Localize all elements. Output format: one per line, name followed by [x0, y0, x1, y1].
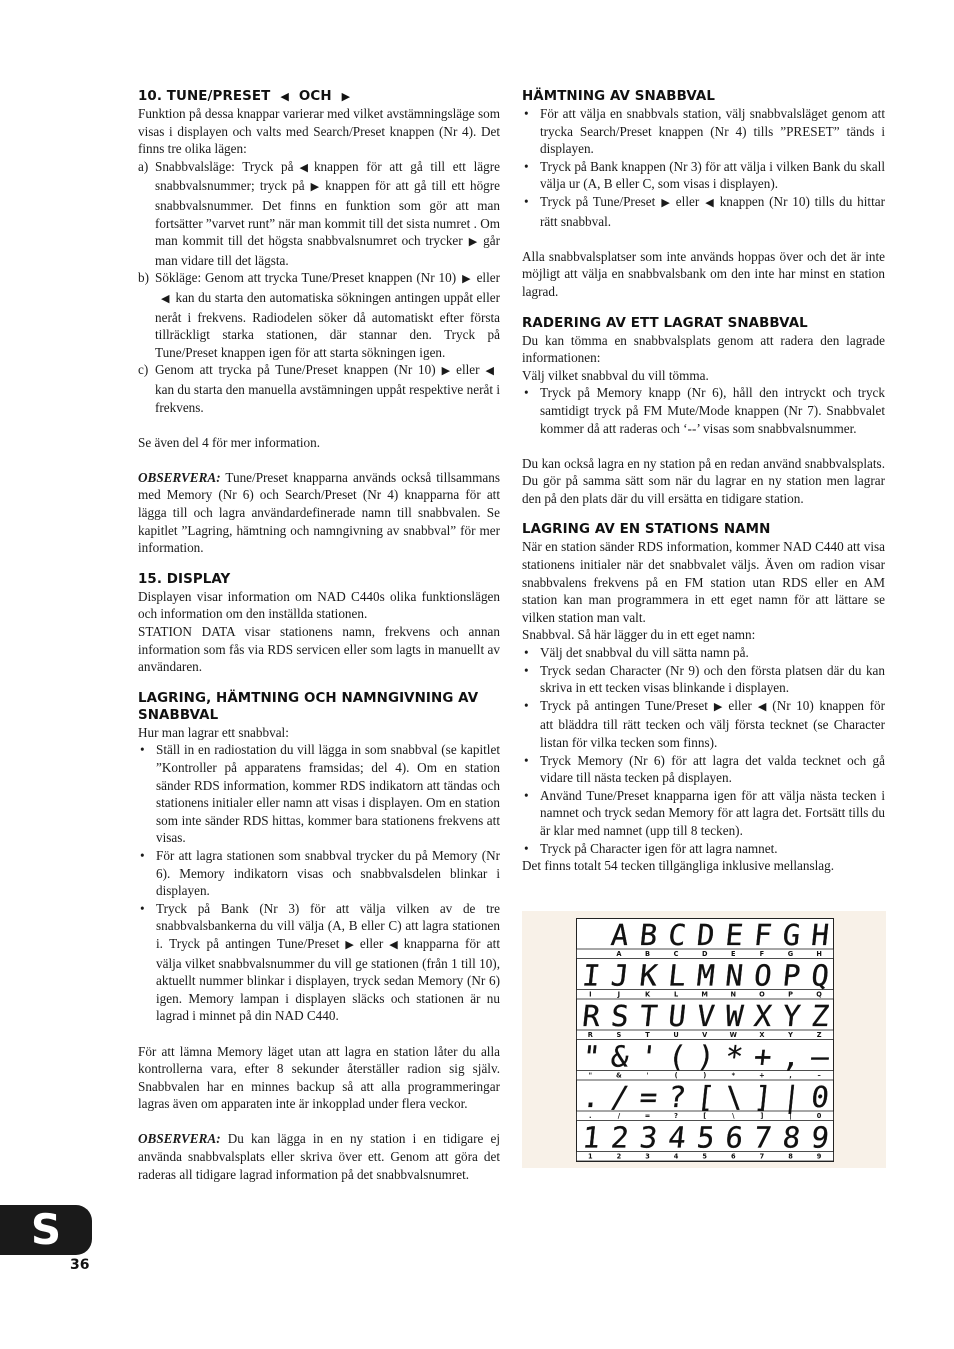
display-text-2: STATION DATA visar stationens namn, frekvens och annan information som fås via RDS servicen eller som lagts in manuellt av användaren. [138, 624, 500, 675]
glyph-caption: | [789, 1112, 792, 1121]
display-glyph: | [781, 1080, 803, 1114]
glyph-caption: O [759, 990, 765, 999]
left-arrow-icon: ◀ [485, 365, 494, 378]
display-glyph: T [638, 999, 660, 1033]
display-glyph: Y [781, 999, 803, 1033]
page-number: 36 [70, 1257, 90, 1273]
erase-text-2: Välj vilket snabbval du vill tömma. [522, 367, 709, 383]
naming-text-2: Snabbval. Så här lägger du in ett eget namn: [522, 627, 756, 643]
display-glyph: – [809, 1039, 831, 1074]
left-arrow-icon: ◀ [757, 700, 767, 713]
glyph-caption: K [644, 990, 651, 999]
display-heading: 15. DISPLAY [138, 571, 231, 587]
display-glyph: ( [666, 1039, 688, 1074]
storing-heading: LAGRING, HÄMTNING OCH NAMNGIVNING AV SNABBVAL [138, 690, 479, 723]
display-glyph: , [781, 1039, 803, 1074]
glyph-caption: L [673, 990, 679, 999]
glyph-caption: Z [816, 1031, 822, 1040]
display-glyph: R [580, 999, 602, 1033]
display-glyph: F [752, 918, 774, 952]
list-item: • Använd Tune/Preset knapparna igen för att välja nästa tecken i namnet och tryck sedan Memory för att lagra det. Fortsätt tills du är klar med namnet (upp till 8 tecken). [524, 787, 885, 838]
display-glyph: J [609, 958, 631, 993]
display-glyph: . [580, 1080, 602, 1114]
right-arrow-icon: ▶ [345, 938, 354, 951]
naming-text-1: När en station sänder RDS information, kommer NAD C440 att visa stationens initialer när det snabbvalet väljs. Även om radion visar snabbvalens frekvens på en FM station utan RDS eller en AM station kan man programmera in ett eget namn för att lättare se vilken station man valt. [522, 539, 885, 625]
glyph-caption: Y [788, 1031, 793, 1040]
display-glyph: B [638, 918, 660, 952]
glyph-caption: U [673, 1031, 679, 1040]
left-arrow-icon: ◀ [161, 292, 170, 305]
display-glyph: W [723, 999, 745, 1033]
display-glyph: + [752, 1039, 774, 1074]
right-column [522, 88, 885, 875]
left-arrow-icon: ◀ [705, 196, 714, 209]
right-arrow-icon: ▶ [310, 181, 320, 194]
tune-note: OBSERVERA: Tune/Preset knapparna används också tillsammans med Memory (Nr 6) och Search/Preset (Nr 4) knapparna för att lägga till och lagra användardefinerade namn till snabbvalen. Se kapitlet ”Lagring, hämtning och namngivning av snabbval” för mer information. [138, 469, 501, 556]
display-glyph: G [781, 918, 803, 952]
glyph-caption: W [729, 1031, 737, 1040]
glyph-caption: 7 [759, 1152, 765, 1161]
glyph-caption: ' [646, 1071, 649, 1080]
glyph-caption: + [759, 1071, 765, 1080]
glyph-caption: ] [760, 1112, 764, 1121]
glyph-caption: 2 [616, 1152, 622, 1161]
glyph-caption: , [789, 1071, 792, 1080]
glyph-caption: 8 [788, 1152, 793, 1161]
glyph-caption: R [587, 1031, 593, 1040]
list-item: • Tryck på Bank (Nr 3) för att välja vilken av de tre snabbvalsbankerna du vill välja (A, B eller C) att lagra stationen i. Tryck på antingen Tune/Preset ▶ eller ◀ knapparna för att välja vilket snabbvalsnummer du vill ge stationen (från 1 till 10), aktuellt nummer blinkar i displayen, tryck sedan Memory (Nr 6) igen. Memory lampan i displayen släcks och stationen är nu lagrad i minnet på din NAD C440. [140, 900, 500, 1024]
glyph-caption: = [644, 1112, 651, 1121]
character-grid [576, 918, 834, 1162]
glyph-caption: Q [816, 990, 822, 999]
storing-list [138, 741, 500, 1025]
display-glyph: L [666, 958, 688, 993]
glyph-caption: [ [703, 1112, 707, 1121]
erase-heading: RADERING AV ETT LAGRAT SNABBVAL [522, 315, 808, 331]
display-glyph: O [752, 958, 774, 993]
list-item: • Tryck Memory (Nr 6) för att lagra det valda tecknet och gå vidare till nästa tecken på displayen. [524, 752, 885, 786]
display-glyph: H [809, 918, 831, 952]
recall-text: Alla snabbvalsplatser som inte används hoppas över och det är inte möjligt att välja en snabbvalsbank om den inte har minst en station lagrad. [522, 248, 885, 299]
glyph-caption: / [617, 1112, 621, 1121]
glyph-caption: F [759, 950, 765, 959]
tune-preset-heading: 10. TUNE/PRESET ◀ OCH ▶ [138, 89, 351, 104]
glyph-caption: T [645, 1031, 650, 1040]
tune-preset-intro: Funktion på dessa knappar varierar med vilket avstämningsläge som visas i displayen och valts med Search/Preset knappen (Nr 4). Det finns tre olika lägen: [138, 106, 500, 157]
list-item: • Tryck sedan Character (Nr 9) och den första platsen där du kan skriva in ett tecken visas blinkande i displayen. [524, 662, 885, 696]
display-glyph: \ [723, 1080, 745, 1114]
list-item: • Ställ in en radiostation du vill lägga in som snabbval (se kapitlet ”Kontroller på apparatens framsidas; del 4). Om en station sänder RDS information, kommer RDS indikatorn att tändas och stationens initialer eller namn att visas i displayen. Om en station som inte sänder RDS hittas, kommer bara stationens frekvens att visas. [140, 742, 500, 846]
list-item: • Tryck på Memory knapp (Nr 6), håll den intryckt och tryck samtidigt tryck på FM Mute/Mode knappen (Nr 7). Snabbvalet kommer då att raderas och ‘--’ visas som snabbvalsnummer. [524, 385, 885, 436]
naming-text-3: Det finns totalt 54 tecken tillgängliga inklusive mellanslag. [522, 858, 835, 874]
glyph-caption: & [616, 1071, 622, 1080]
tune-mode-list [138, 158, 500, 416]
glyph-caption: – [817, 1071, 821, 1080]
glyph-caption: V [702, 1031, 708, 1040]
erase-text-1: Du kan tömma en snabbvalsplats genom att radera den lagrade informationen: [522, 332, 885, 366]
character-table [576, 918, 834, 1162]
list-item: • Tryck på antingen Tune/Preset ▶ eller ◀ (Nr 10) knappen för att bläddra till rätt tecken och välj första tecknet (se Character listan för vilka tecken som finns). [524, 697, 885, 750]
naming-list [522, 644, 885, 857]
display-glyph: " [580, 1039, 602, 1074]
storing-note: OBSERVERA: Du kan lägga in en ny station i en tidigare ej använda snabbvalsplats eller skriva över ett. Genom att göra det raderas all tidigare lagrad information på det snabbvalsnumret. [138, 1131, 500, 1182]
display-glyph: [ [695, 1080, 717, 1114]
right-arrow-icon: ▶ [468, 236, 478, 249]
display-glyph: X [752, 999, 774, 1033]
glyph-caption: G [787, 950, 794, 959]
display-glyph: 3 [638, 1120, 660, 1155]
display-glyph: D [695, 918, 717, 952]
display-glyph: ' [638, 1039, 660, 1074]
display-glyph: 8 [781, 1120, 803, 1155]
display-glyph: 5 [695, 1120, 717, 1155]
list-item: • För att lagra stationen som snabbval trycker du på Memory (Nr 6). Memory indikatorn visas och snabbvalsdelen blinkar i displayen. [140, 847, 500, 899]
glyph-caption: ( [674, 1071, 678, 1080]
display-glyph: U [666, 999, 688, 1033]
glyph-caption: ) [703, 1071, 707, 1080]
display-glyph: A [609, 918, 631, 952]
glyph-caption: " [588, 1071, 593, 1080]
display-glyph: Z [809, 999, 831, 1033]
glyph-caption: 1 [588, 1152, 593, 1161]
right-arrow-icon: ▶ [462, 273, 471, 286]
display-glyph: Q [809, 958, 831, 993]
glyph-caption: \ [732, 1112, 735, 1121]
glyph-caption: 4 [673, 1152, 679, 1161]
display-glyph: C [666, 918, 688, 952]
erase-list [522, 384, 885, 437]
glyph-caption: S [616, 1031, 622, 1040]
display-glyph: V [695, 999, 717, 1033]
see-more-text: Se även del 4 för mer information. [138, 434, 321, 450]
glyph-caption: M [701, 990, 708, 999]
list-item: • Tryck på Tune/Preset ▶ eller ◀ knappen (Nr 10) tills du hittar rätt snabbval. [524, 193, 885, 229]
glyph-caption: I [589, 990, 592, 999]
display-glyph: K [638, 958, 660, 993]
display-glyph: ? [666, 1080, 688, 1114]
display-glyph: 6 [723, 1120, 745, 1155]
display-glyph: I [580, 958, 602, 993]
display-glyph: P [781, 958, 803, 993]
list-item: • Tryck på Character igen för att lagra namnet. [524, 840, 778, 856]
glyph-caption: 9 [816, 1152, 822, 1161]
display-glyph: 4 [666, 1120, 688, 1155]
display-glyph: 1 [580, 1120, 602, 1155]
display-text-1: Displayen visar information om NAD C440s olika funktionslägen och information om den inställda stationen. [138, 588, 500, 622]
left-arrow-icon: ◀ [280, 90, 289, 103]
glyph-caption: H [816, 950, 822, 959]
display-glyph: 9 [809, 1120, 831, 1155]
glyph-caption: B [644, 950, 651, 959]
glyph-caption: D [701, 950, 708, 959]
display-glyph: = [638, 1080, 660, 1114]
storing-intro: Hur man lagrar ett snabbval: [138, 724, 289, 740]
recall-list [522, 105, 885, 230]
display-glyph: M [695, 958, 717, 993]
glyph-caption: ? [674, 1112, 679, 1121]
section-tab: S [0, 1205, 92, 1255]
glyph-caption: 5 [702, 1152, 707, 1161]
display-glyph: 7 [752, 1120, 774, 1155]
display-glyph: 0 [809, 1080, 831, 1114]
display-glyph: 2 [609, 1120, 631, 1155]
glyph-caption: 0 [816, 1112, 822, 1121]
naming-heading: LAGRING AV EN STATIONS NAMN [522, 522, 771, 538]
left-column [138, 88, 500, 1183]
right-arrow-icon: ▶ [713, 700, 723, 713]
display-glyph: * [723, 1039, 745, 1074]
glyph-caption: C [673, 950, 679, 959]
right-arrow-icon: ▶ [441, 365, 451, 378]
glyph-caption: 3 [645, 1152, 650, 1161]
glyph-caption: J [617, 990, 621, 999]
display-glyph: N [723, 958, 745, 993]
display-glyph: ) [695, 1039, 717, 1074]
left-arrow-icon: ◀ [299, 161, 308, 174]
glyph-caption: 6 [731, 1152, 736, 1161]
right-arrow-icon: ▶ [661, 196, 670, 209]
glyph-caption: E [731, 950, 736, 959]
glyph-caption: A [616, 950, 622, 959]
list-item: b) Sökläge: Genom att trycka Tune/Preset knappen (Nr 10) ▶ eller◀ kan du starta den automatiska sökningen antingen uppåt eller neråt i frekvens. Radiodelen söker då automatiskt efter första tillräckligt starka stationen, där stannar den. Tryck på Tune/Preset knappen igen för att starta sökningen igen. [138, 270, 500, 360]
glyph-caption: P [788, 990, 793, 999]
left-arrow-icon: ◀ [389, 938, 398, 951]
glyph-caption: * [731, 1071, 736, 1080]
list-item: • Tryck på Bank knappen (Nr 3) för att välja i vilken Bank du skall välja ur (A, B eller C, som visas i displayen). [524, 158, 885, 192]
list-item: c) Genom att trycka på Tune/Preset knappen (Nr 10) ▶ eller ◀kan du starta den manuella avstämningen uppåt respektive neråt i frekvens. [138, 362, 500, 415]
glyph-caption: X [759, 1031, 765, 1040]
list-item: • För att välja en snabbvals station, välj snabbvalsläget genom att trycka Search/Preset knappen (Nr 4) tills ”PRESET” tänds i displayen. [524, 106, 885, 157]
display-glyph: E [723, 918, 745, 952]
glyph-caption: N [730, 990, 737, 999]
erase-text-3: Du kan också lagra en ny station på en redan använd snabbvalsplats. Du gör på samma sätt som när du lagrar en ny station men lagrar den på den plats där du vill ersätta en tidigare station. [522, 455, 885, 506]
list-item: • Välj det snabbval du vill sätta namn på. [524, 645, 749, 661]
list-item: a) Snabbvalsläge: Tryck på ◀ knappen för att gå till ett lägre snabbvalsnummer; tryck på ▶ knappen för att gå till ett högre snabbvalsnummer. Det finns en funktion som gör att man fortsätter ”varvet runt” när man kommit till det sista numret . Om man kommit till det högsta snabbvalsnumret och trycker ▶ går man vidare till det lägsta. [138, 158, 500, 268]
display-glyph: & [609, 1039, 631, 1074]
recall-heading: HÄMTNING AV SNABBVAL [522, 89, 715, 104]
display-glyph: / [609, 1080, 631, 1114]
glyph-caption: . [589, 1112, 592, 1121]
display-glyph: ] [752, 1080, 774, 1114]
right-arrow-icon: ▶ [341, 90, 351, 103]
leave-memory-text: För att lämna Memory läget utan att lagra en station låter du alla kontrollerna vara, efter 8 sekunder återställer radion sig själv. Snabbvalen har en minnes backup så att alla programmeringar lagras även om apparaten inte är inkopplad under flera veckor. [138, 1043, 500, 1112]
display-glyph: S [609, 999, 631, 1033]
